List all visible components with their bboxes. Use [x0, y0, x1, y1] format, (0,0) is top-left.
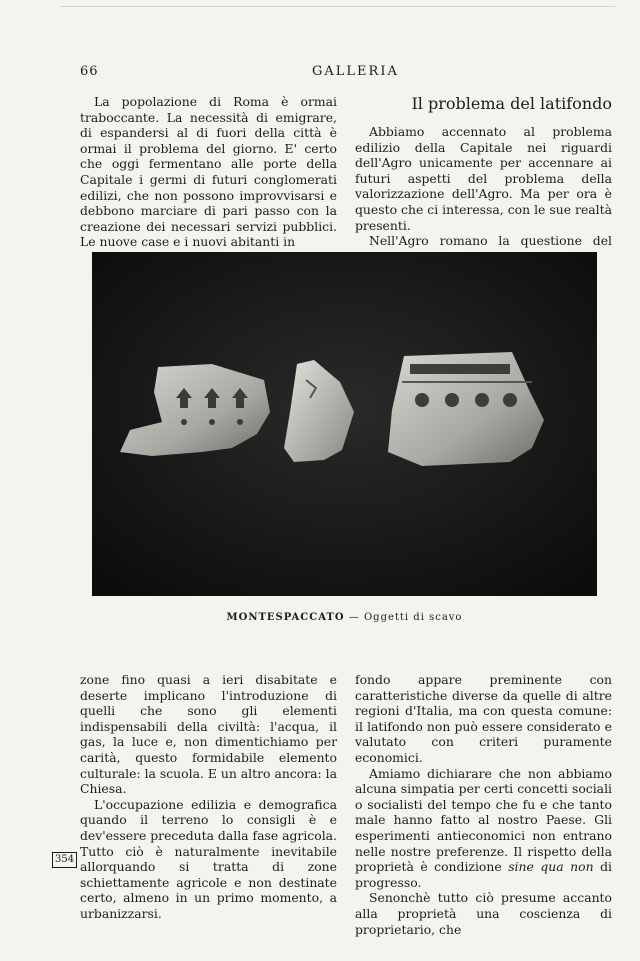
right-column-bottom — [355, 672, 612, 937]
left-column-top — [80, 94, 337, 250]
caption-place: MONTESPACCATO — [226, 612, 345, 623]
paragraph: Abbiamo accennato al problema edilizio della Capitale nei riguardi dell'Agro unicamente per accennare ai futuri aspetti del problema della valorizzazione dell'Agro. Ma per ora è questo che ci interessa, con le sue realtà presenti. — [355, 124, 612, 233]
paragraph: zone fino quasi a ieri disabitate e deserte implicano l'introduzione di quelli che sono gli elementi indispensabili della civiltà: l'acqua, il gas, la luce e, non dimentichiamo per carità, questo formidabile elemento culturale: la scuola. E un altro ancora: la Chiesa. — [80, 672, 337, 797]
section-title: Il problema del latifondo — [411, 94, 612, 113]
paragraph: fondo appare preminente con caratteristiche diverse da quelle di altre regioni d'Italia, ma con questa comune: il latifondo non può essere considerato e valutato con criteri puramente economici. — [355, 672, 612, 765]
running-header: GALLERIA — [312, 64, 399, 79]
caption-separator: — — [348, 612, 360, 623]
text-run: di progresso. — [355, 859, 612, 890]
paragraph: L'occupazione edilizia e demografica quando il terreno lo consigli è e dev'essere preceduta dalla fase agricola. Tutto ciò è naturalmente inevitabile allorquando si tratta di zone schiettamente agricole e non destinate certo, almeno in un primo momento, a urbanizzarsi. — [80, 796, 337, 921]
excavated-objects-illustration — [92, 252, 597, 596]
folio-number: 354 — [52, 852, 77, 868]
paragraph: La popolazione di Roma è ormai traboccante. La necessità di emigrare, di espandersi al di fuori della città è ormai il problema del giorno. E' certo che oggi fermentano alle porte della Capitale i germi di futuri conglomerati edilizi, che non possono improvvisarsi e debbono marciare di pari passo con la creazione dei necessari servizi pubblici. Le nuove case e i nuovi abitanti in — [80, 94, 337, 250]
paragraph — [355, 766, 612, 891]
text-run: Amiamo dichiarare che non abbiamo alcuna simpatia per certi concetti sociali o socialisti del tempo che fu e che tanto male hanno fatto al nostro Paese. Gli esperimenti antieconomici non entrano nelle nostre preferenze. Il rispetto della proprietà è condizione — [355, 765, 612, 875]
left-column-bottom — [80, 672, 337, 922]
caption-text: Oggetti di scavo — [363, 612, 463, 623]
paragraph: Senonchè tutto ciò presume accanto alla proprietà una coscienza di proprietario, che — [355, 890, 612, 937]
figure-caption — [92, 612, 597, 623]
italic-phrase: sine qua non — [508, 859, 594, 875]
paragraph: Nell'Agro romano la questione del — [369, 233, 612, 249]
right-column-top — [355, 124, 612, 264]
excavation-photo — [92, 252, 597, 596]
top-edge-line — [60, 6, 615, 7]
page-number: 66 — [80, 64, 99, 79]
